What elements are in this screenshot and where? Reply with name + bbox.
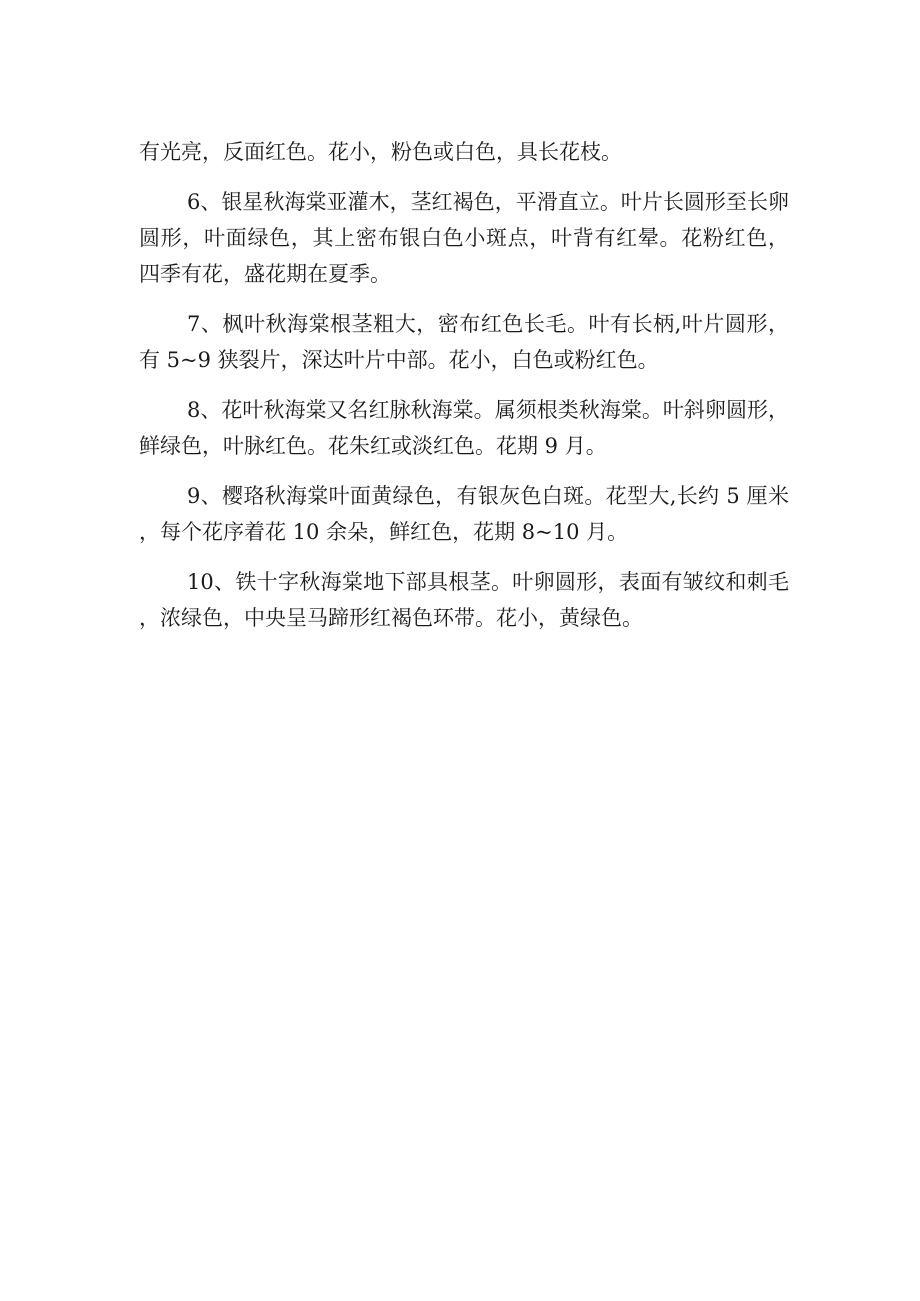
- paragraph-item-7: 7、枫叶秋海棠根茎粗大，密布红色长毛。叶有长柄,叶片圆形，有 5~9 狭裂片，深达叶片中部。花小，白色或粉红色。: [139, 312, 789, 372]
- document-body: [139, 134, 789, 650]
- paragraph-continuation: 有光亮，反面红色。花小，粉色或白色，具长花枝。: [139, 140, 622, 164]
- paragraph-item-6: 6、银星秋海棠亚灌木，茎红褐色，平滑直立。叶片长圆形至长卵圆形，叶面绿色，其上密布银白色小斑点，叶背有红晕。花粉红色，四季有花，盛花期在夏季。: [139, 190, 789, 286]
- paragraph-item-9: 9、樱珞秋海棠叶面黄绿色，有银灰色白斑。花型大,长约 5 厘米，每个花序着花 10 余朵，鲜红色，花期 8~10 月。: [139, 484, 789, 544]
- paragraph-item-8: 8、花叶秋海棠又名红脉秋海棠。属须根类秋海棠。叶斜卵圆形，鲜绿色，叶脉红色。花朱红或淡红色。花期 9 月。: [139, 398, 789, 458]
- paragraph-item-10: 10、铁十字秋海棠地下部具根茎。叶卵圆形，表面有皱纹和刺毛，浓绿色，中央呈马蹄形红褐色环带。花小，黄绿色。: [139, 570, 789, 630]
